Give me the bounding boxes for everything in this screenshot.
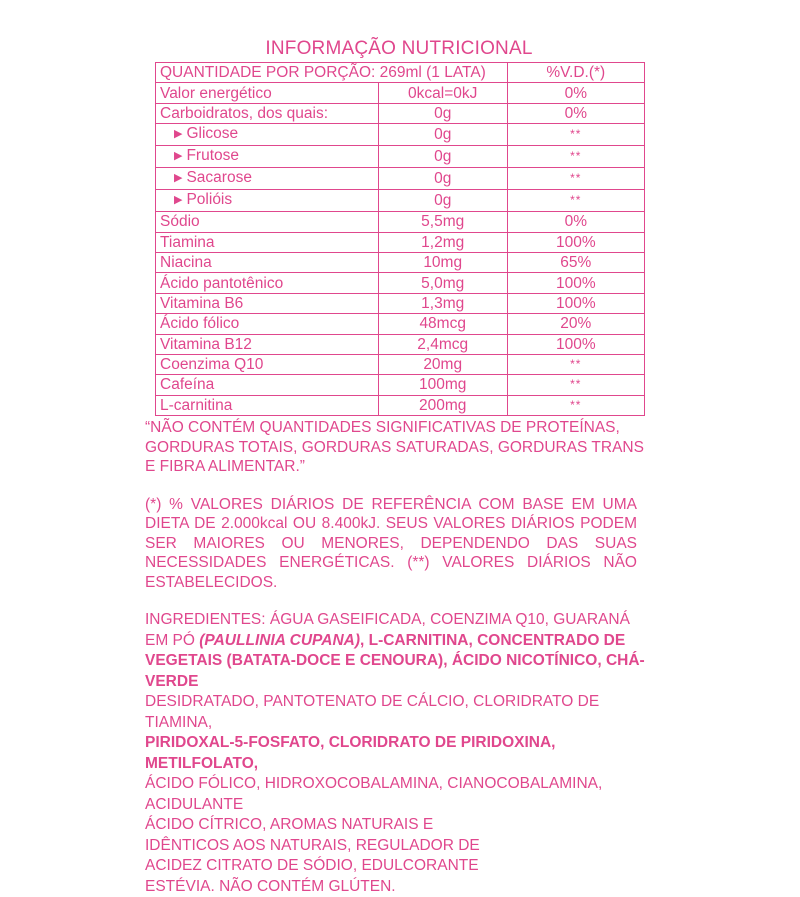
not-significant-note: “NÃO CONTÉM QUANTIDADES SIGNIFICATIVAS DE PROTEÍNAS, GORDURAS TOTAIS, GORDURAS SATURADAS, GORDURAS TRANS E FIBRA ALIMENTAR.” [145, 419, 644, 476]
nutrient-name-text: Valor energético [160, 84, 272, 102]
ingredients-text: EM PÓ [145, 631, 200, 649]
nutrient-daily-value: 20% [507, 314, 644, 334]
ingredients-line [145, 631, 645, 652]
nutrient-name-text: Polióis [186, 191, 233, 209]
ingredients-line: IDÊNTICOS AOS NATURAIS, REGULADOR DE [145, 836, 480, 854]
nutrient-daily-value: 100% [507, 273, 644, 293]
nutrient-row [156, 252, 645, 272]
nutrient-daily-value: ** [507, 124, 644, 146]
nutrient-quantity: 20mg [378, 354, 507, 374]
nutrition-table [155, 62, 645, 416]
nutrient-name [156, 146, 379, 168]
nutrient-name-text: Coenzima Q10 [160, 356, 264, 374]
nutrient-daily-value: ** [507, 146, 644, 168]
nutrient-row [156, 293, 645, 313]
nutrient-daily-value: 100% [507, 232, 644, 252]
ingredients-line: ÁCIDO FÓLICO, HIDROXOCOBALAMINA, CIANOCOBALAMINA, ACIDULANTE [145, 775, 603, 813]
nutrient-rows [156, 83, 645, 416]
nutrient-quantity: 0kcal=0kJ [378, 83, 507, 103]
nutrient-name-text: Ácido fólico [160, 315, 240, 333]
daily-values-note: (*) % VALORES DIÁRIOS DE REFERÊNCIA COM BASE EM UMA DIETA DE 2.000kcal OU 8.400kJ. SEUS VALORES DIÁRIOS PODEM SER MAIORES OU MENORES, DEPENDENDO DAS SUAS NECESSIDADES ENERGÉTICAS. (**) VALORES DIÁRIOS NÃO ESTABELECIDOS. [145, 495, 637, 591]
nutrient-name [156, 293, 379, 313]
ingredients-bold-text: , L-CARNITINA, CONCENTRADO DE [360, 631, 626, 649]
table-header-row [156, 63, 645, 83]
nutrient-quantity: 5,0mg [378, 273, 507, 293]
nutrient-name [156, 103, 379, 123]
nutrient-quantity: 0g [378, 190, 507, 212]
nutrient-name-text: Carboidratos, dos quais: [160, 104, 329, 122]
nutrient-row [156, 232, 645, 252]
nutrient-row [156, 103, 645, 123]
nutrient-row [156, 354, 645, 374]
nutrient-name [156, 232, 379, 252]
ingredients-line: ACIDEZ CITRATO DE SÓDIO, EDULCORANTE [145, 857, 479, 875]
nutrient-name [156, 375, 379, 395]
nutrient-name-text: Tiamina [160, 233, 215, 251]
nutrient-name [156, 124, 379, 146]
ingredients-bold-text: PIRIDOXAL-5-FOSFATO, CLORIDRATO DE PIRIDOXINA, METILFOLATO, [145, 734, 556, 772]
nutrient-name [156, 168, 379, 190]
nutrient-name-text: Vitamina B12 [160, 335, 252, 353]
nutrient-name-text: Ácido pantotênico [160, 274, 284, 292]
nutrient-daily-value: ** [507, 190, 644, 212]
triangle-right-icon: ▶ [174, 172, 183, 185]
nutrient-daily-value: 100% [507, 293, 644, 313]
ingredients-line [145, 651, 645, 692]
vd-header: %V.D.(*) [507, 63, 644, 83]
triangle-right-icon: ▶ [174, 150, 183, 163]
nutrient-quantity: 2,4mcg [378, 334, 507, 354]
nutrient-daily-value: 100% [507, 334, 644, 354]
nutrient-daily-value: 0% [507, 83, 644, 103]
triangle-right-icon: ▶ [174, 194, 183, 207]
nutrient-quantity: 48mcg [378, 314, 507, 334]
ingredients-line [145, 733, 645, 774]
nutrient-name [156, 354, 379, 374]
triangle-right-icon: ▶ [174, 128, 183, 141]
label-title: INFORMAÇÃO NUTRICIONAL [265, 38, 533, 59]
nutrient-name [156, 83, 379, 103]
ingredients-scientific-name: (PAULLINIA CUPANA) [199, 631, 360, 649]
nutrient-row [156, 124, 645, 146]
nutrient-name-text: Cafeína [160, 376, 215, 394]
nutrient-row [156, 168, 645, 190]
nutrient-quantity: 0g [378, 124, 507, 146]
nutrient-row [156, 146, 645, 168]
nutrient-quantity: 1,2mg [378, 232, 507, 252]
nutrient-name-text: Sódio [160, 213, 200, 231]
nutrient-quantity: 200mg [378, 395, 507, 415]
nutrient-name [156, 212, 379, 232]
nutrient-daily-value: ** [507, 395, 644, 415]
nutrient-name-text: Niacina [160, 254, 212, 272]
nutrient-row [156, 334, 645, 354]
nutrient-daily-value: 65% [507, 252, 644, 272]
nutrient-quantity: 100mg [378, 375, 507, 395]
nutrient-daily-value: 0% [507, 103, 644, 123]
nutrient-name [156, 395, 379, 415]
nutrient-name [156, 334, 379, 354]
nutrient-name-text: Vitamina B6 [160, 294, 244, 312]
ingredients-line: ESTÉVIA. NÃO CONTÉM GLÚTEN. [145, 877, 396, 895]
nutrient-quantity: 10mg [378, 252, 507, 272]
nutrient-quantity: 0g [378, 146, 507, 168]
nutrition-label [145, 38, 645, 897]
nutrient-daily-value: 0% [507, 212, 644, 232]
ingredients-list [145, 610, 645, 897]
nutrient-daily-value: ** [507, 168, 644, 190]
nutrient-row [156, 314, 645, 334]
nutrient-name [156, 273, 379, 293]
nutrient-name-text: L-carnitina [160, 396, 233, 414]
nutrient-row [156, 212, 645, 232]
nutrient-name-text: Glicose [186, 125, 239, 143]
ingredients-bold-text: VEGETAIS (BATATA-DOCE E CENOURA), ÁCIDO NICOTÍNICO, CHÁ-VERDE [145, 652, 645, 690]
nutrient-row [156, 83, 645, 103]
nutrient-row [156, 273, 645, 293]
nutrient-name [156, 252, 379, 272]
nutrient-name-text: Sacarose [186, 169, 252, 187]
nutrient-row [156, 375, 645, 395]
nutrient-row [156, 190, 645, 212]
nutrient-quantity: 0g [378, 103, 507, 123]
ingredients-line: DESIDRATADO, PANTOTENATO DE CÁLCIO, CLORIDRATO DE TIAMINA, [145, 693, 600, 731]
portion-header: QUANTIDADE POR PORÇÃO: 269ml (1 LATA) [156, 63, 508, 83]
ingredients-line: INGREDIENTES: ÁGUA GASEIFICADA, COENZIMA Q10, GUARANÁ [145, 611, 630, 629]
nutrient-quantity: 5,5mg [378, 212, 507, 232]
nutrient-daily-value: ** [507, 375, 644, 395]
nutrient-name [156, 314, 379, 334]
ingredients-line: ÁCIDO CÍTRICO, AROMAS NATURAIS E [145, 816, 434, 834]
nutrient-daily-value: ** [507, 354, 644, 374]
nutrient-quantity: 1,3mg [378, 293, 507, 313]
nutrient-name [156, 190, 379, 212]
nutrient-row [156, 395, 645, 415]
nutrient-quantity: 0g [378, 168, 507, 190]
nutrient-name-text: Frutose [186, 147, 240, 165]
